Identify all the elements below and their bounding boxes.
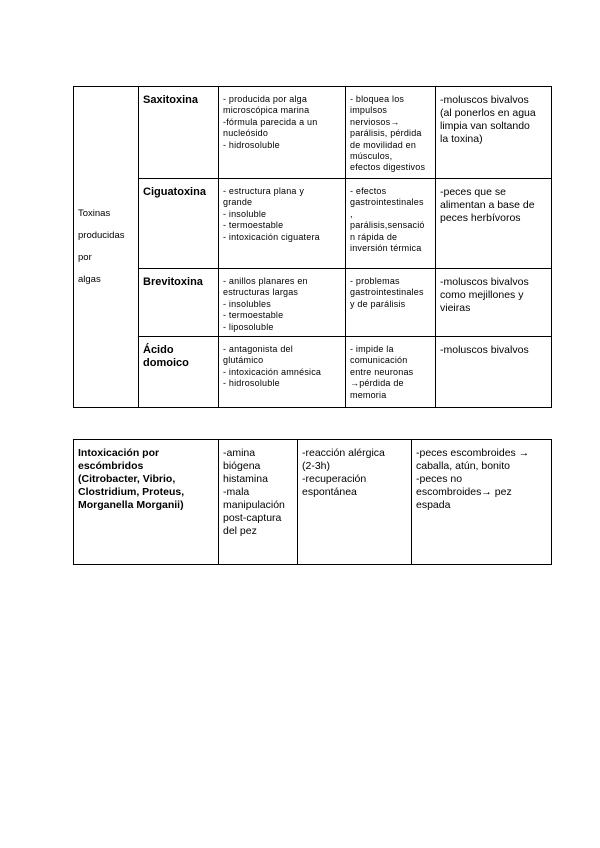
effects-cell: -reacción alérgica (2-3h) -recuperación espontánea (298, 440, 412, 565)
toxin-properties-cell: - estructura plana y grande - insoluble - termoestable - intoxicación ciguatera (219, 179, 346, 269)
toxin-sources-cell: -moluscos bivalvos como mejillones y vieiras (436, 269, 552, 337)
toxin-sources-cell: -moluscos bivalvos (al ponerlos en agua limpia van soltando la toxina) (436, 87, 552, 179)
table-row (74, 179, 552, 269)
table-row (74, 269, 552, 337)
intoxication-title-cell: Intoxicación por escómbridos (Citrobacter, Vibrio, Clostridium, Proteus, Morganella Morganii) (74, 440, 219, 565)
table-row (74, 87, 552, 179)
group-label: Toxinas producidas por algas (78, 208, 125, 286)
toxin-name-cell: Saxitoxina (139, 87, 219, 179)
algae-toxins-table (73, 86, 552, 408)
toxin-name-cell: Ácido domoico (139, 337, 219, 408)
toxin-name-cell: Ciguatoxina (139, 179, 219, 269)
toxin-effects-cell: - bloquea los impulsos nerviosos→ parálisis, pérdida de movilidad en músculos, efectos digestivos (346, 87, 436, 179)
toxin-name-cell: Brevitoxina (139, 269, 219, 337)
toxin-effects-cell: - impide la comunicación entre neuronas →pérdida de memoria (346, 337, 436, 408)
table-row (74, 440, 552, 565)
cause-cell: -amina biógena histamina -mala manipulación post-captura del pez (219, 440, 298, 565)
toxin-sources-cell: -peces que se alimentan a base de peces herbívoros (436, 179, 552, 269)
toxin-properties-cell: - anillos planares en estructuras largas - insolubles - termoestable - liposoluble (219, 269, 346, 337)
toxin-effects-cell: - efectos gastrointestinales , parálisis,sensació n rápida de inversión térmica (346, 179, 436, 269)
scombroid-poisoning-table (73, 439, 552, 565)
group-label-cell (74, 87, 139, 408)
toxin-properties-cell: - producida por alga microscópica marina -fórmula parecida a un nucleósido - hidrosoluble (219, 87, 346, 179)
toxin-sources-cell: -moluscos bivalvos (436, 337, 552, 408)
toxin-properties-cell: - antagonista del glutámico - intoxicación amnésica - hidrosoluble (219, 337, 346, 408)
table-row (74, 337, 552, 408)
sources-cell: -peces escombroides → caballa, atún, bonito -peces no escombroides→ pez espada (412, 440, 552, 565)
toxin-effects-cell: - problemas gastrointestinales y de parálisis (346, 269, 436, 337)
